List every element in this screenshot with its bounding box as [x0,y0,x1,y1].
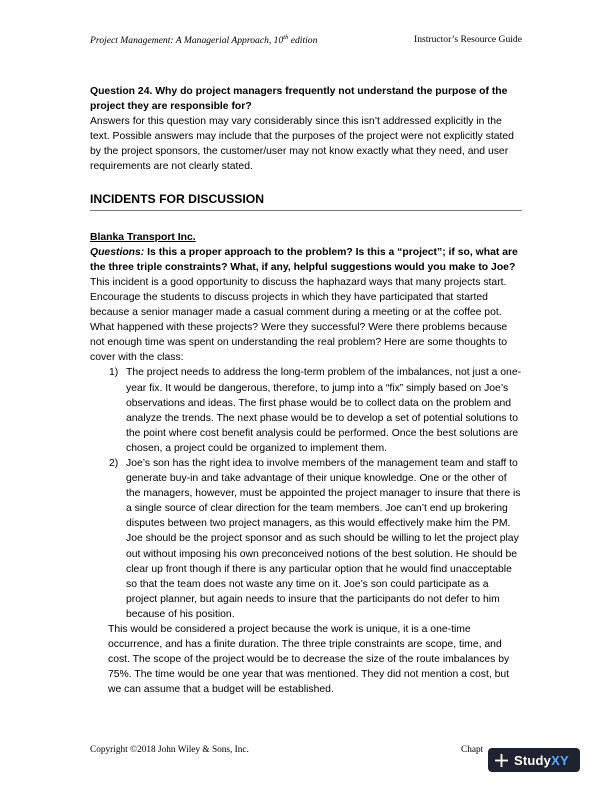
brand-main: Study [514,752,552,768]
guide-title: Instructor’s Resource Guide [414,34,522,45]
list-item-text: The project needs to address the long-term problem of the imbalances, not just a one-year fix. It would be dangerous, therefore, to jump into a “fix” simply based on Joe’s observations and ideas. The first phase would be to collect data on the problem and analyze the trends. The next phase would be to develop a set of potential solutions to the point where cost benefit analysis could be performed. Once the best solutions are chosen, a project could be organized to implement them. [126,367,522,454]
book-title: Project Management: A Managerial Approach, 10th edition [90,34,318,47]
incident-questions [90,245,522,275]
list-item [90,365,522,456]
discussion-list [90,365,522,622]
question-answer: Answers for this question may vary considerably since this isn’t addressed explicitly in the text. Possible answers may include that the purposes of the project were not explicitly stated by the project sponsors, the customer/user may not know exactly what they need, and user requirements are not clearly stated. [90,116,514,173]
brand-name [514,753,569,768]
footer-copyright: Copyright ©2018 John Wiley & Sons, Inc. [90,745,249,755]
list-item-number: 1) [109,367,119,379]
questions-text: Is this a proper approach to the problem? Is this a “project”; if so, what are the three triple constraints? What, if any, helpful suggestions would you make to Joe? [90,246,518,273]
question-title: Question 24. Why do project managers frequently not understand the purpose of the project they are responsible for? [90,86,508,113]
list-item [90,456,522,622]
edition-superscript: th [283,34,289,41]
section-heading: INCIDENTS FOR DISCUSSION [90,191,522,211]
list-item-text: Joe’s son has the right idea to involve members of the management team and staff to generate buy-in and take advantage of their unique knowledge. One or the other of the managers, however, must be appointed the project manager to insure that there is a single source of clear direction for the team members. Joe can’t end up brokering disputes between two project managers, as this would effectively make him the PM. Joe should be the project sponsor and as such should be willing to let the project play out without imposing his own preconceived notions of the best solution. He should be clear up front though if there is any particular option that he would find unacceptable so that the team does not waste any time on it. Joe’s son could participate as a project planner, but again needs to insure that the participants do not defer to him because of his position. [126,457,521,620]
list-item-number: 2) [109,457,119,469]
incident-conclusion: This would be considered a project because the work is unique, it is a one-time occurrence, and has a finite duration. The three triple constraints are scope, time, and cost. The scope of the project would be to decrease the size of the route imbalances by 75%. The time would be one year that was mentioned. They did not mention a cost, but we can assume that a budget will be established. [108,624,510,696]
incident-title: Blanka Transport Inc. [90,231,196,243]
plus-icon [495,754,508,767]
brand-accent: XY [551,752,569,768]
studyxy-badge[interactable] [488,748,580,772]
incident-intro: This incident is a good opportunity to discuss the haphazard ways that many projects start. Encourage the students to discuss projects in which they have participated that started because a senior manager made a casual comment during a meeting or at the coffee pot. What happened with these projects? Were they successful? Were there problems because not enough time was spent on understanding the real problem? Here are some thoughts to cover with the class: [90,276,508,364]
questions-lead: Questions: [90,246,145,258]
footer-chapter: Chapt [461,745,484,755]
page-content [90,84,522,697]
